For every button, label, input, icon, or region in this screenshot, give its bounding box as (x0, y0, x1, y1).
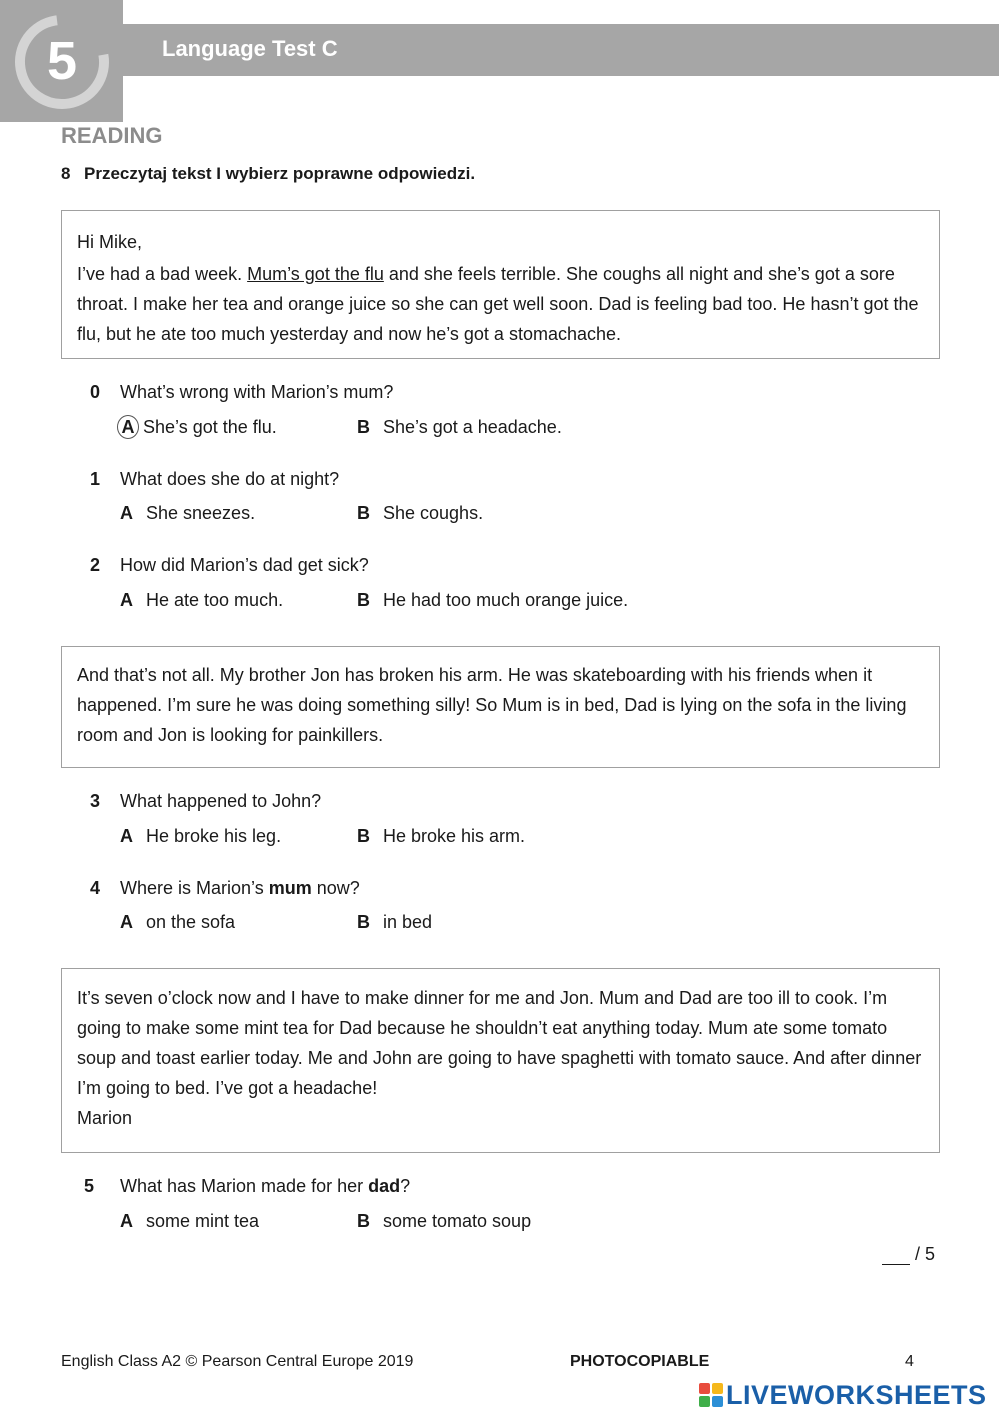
option-b[interactable] (357, 501, 483, 525)
option-b[interactable] (357, 824, 525, 848)
passage-box-1 (61, 210, 940, 359)
passage-1-text (77, 259, 927, 349)
greeting: Hi Mike, (77, 232, 143, 252)
option-text: She sneezes. (146, 503, 256, 523)
option-text: She coughs. (383, 503, 484, 523)
score-blank[interactable] (882, 1247, 910, 1265)
unit-number: 5 (46, 31, 78, 91)
liveworksheets-logo[interactable] (699, 1380, 987, 1410)
option-letter: B (357, 1211, 370, 1231)
question-number: 4 (90, 878, 101, 898)
signature: Marion (77, 1108, 133, 1128)
unit-badge (0, 0, 123, 122)
option-text: She’s got a headache. (383, 417, 562, 437)
option-letter: A (120, 826, 133, 846)
task-number: 8 (61, 164, 71, 183)
question-0 (90, 380, 393, 404)
question-emphasis: dad (368, 1176, 401, 1196)
passage-box-3 (61, 968, 940, 1153)
option-text: He had too much orange juice. (383, 590, 629, 610)
question-2 (90, 553, 369, 577)
question-emphasis: mum (268, 878, 312, 898)
question-text-end: now? (311, 878, 360, 898)
brand-name: LIVEWORKSHEETS (726, 1379, 987, 1410)
option-a[interactable] (120, 588, 283, 612)
option-letter: B (357, 417, 370, 437)
page-title: Language Test C (162, 36, 338, 61)
option-a[interactable] (120, 1209, 259, 1233)
instruction-text: Przeczytaj tekst I wybierz poprawne odpowiedzi. (84, 164, 476, 183)
footer-copyright: English Class A2 © Pearson Central Europe 2019 (61, 1353, 414, 1370)
option-letter: B (357, 912, 370, 932)
option-text: on the sofa (146, 912, 236, 932)
option-a[interactable] (120, 910, 235, 934)
score-box (882, 1244, 935, 1265)
option-letter: B (357, 503, 370, 523)
passage-box-2 (61, 646, 940, 768)
option-b[interactable] (357, 415, 562, 439)
question-number: 2 (90, 555, 101, 575)
question-text: What happened to John? (120, 791, 322, 811)
passage-1-rest: and she feels terrible. She coughs all night and she’s got a sore throat. I make her tea and orange juice so she can get well soon. Dad is feeling bad too. He hasn’t got the flu, but he ate too much yesterday and now he’s got a stomachache. (77, 264, 919, 344)
score-total: / 5 (915, 1244, 936, 1264)
liveworksheets-icon (699, 1383, 723, 1407)
footer-label: PHOTOCOPIABLE (570, 1353, 710, 1370)
task-instruction (61, 164, 475, 184)
question-text: Where is Marion’s (120, 878, 269, 898)
option-letter: A (120, 590, 133, 610)
passage-3-text: It’s seven o’clock now and I have to make dinner for me and Jon. Mum and Dad are too ill to cook. I’m going to make some mint tea for Dad because he shouldn’t eat anything today. Mum ate some tomato soup and toast earlier today. Me and John are going to have spaghetti with tomato sauce. And after dinner I’m going to bed. I’ve got a headache! (77, 988, 922, 1098)
question-number: 0 (90, 382, 101, 402)
option-a[interactable] (120, 415, 277, 439)
option-b[interactable] (357, 910, 432, 934)
option-letter: A (120, 503, 133, 523)
question-1 (90, 467, 339, 491)
passage-2-text: And that’s not all. My brother Jon has broken his arm. He was skateboarding with his friends when it happened. I’m sure he was doing something silly! So Mum is in bed, Dad is lying on the sofa in the living room and Jon is looking for painkillers. (77, 665, 907, 745)
option-text: in bed (383, 912, 433, 932)
question-3 (90, 789, 321, 813)
option-letter: A (120, 1211, 133, 1231)
option-b[interactable] (357, 1209, 531, 1233)
option-a[interactable] (120, 501, 255, 525)
section-title: READING (61, 123, 163, 148)
option-text: He ate too much. (146, 590, 284, 610)
question-text-end: ? (400, 1176, 411, 1196)
option-text: He broke his arm. (383, 826, 526, 846)
question-text: How did Marion’s dad get sick? (120, 555, 369, 575)
question-5 (84, 1174, 410, 1198)
underlined-phrase: Mum’s got the flu (247, 264, 384, 284)
question-number: 3 (90, 791, 101, 811)
option-text: He broke his leg. (146, 826, 282, 846)
option-b[interactable] (357, 588, 628, 612)
question-number: 1 (90, 469, 101, 489)
option-letter: B (357, 590, 370, 610)
option-text: some tomato soup (383, 1211, 532, 1231)
question-number: 5 (84, 1176, 95, 1196)
question-text: What does she do at night? (120, 469, 340, 489)
selected-answer-circle: A (117, 415, 139, 439)
question-text: What’s wrong with Marion’s mum? (120, 382, 394, 402)
option-letter: B (357, 826, 370, 846)
option-text: some mint tea (146, 1211, 260, 1231)
option-letter: A (120, 912, 133, 932)
page-number: 4 (905, 1353, 914, 1370)
question-4 (90, 876, 360, 900)
option-text: She’s got the flu. (143, 417, 277, 437)
passage-1-intro: I’ve had a bad week. (77, 264, 248, 284)
question-text: What has Marion made for her (120, 1176, 369, 1196)
option-a[interactable] (120, 824, 281, 848)
